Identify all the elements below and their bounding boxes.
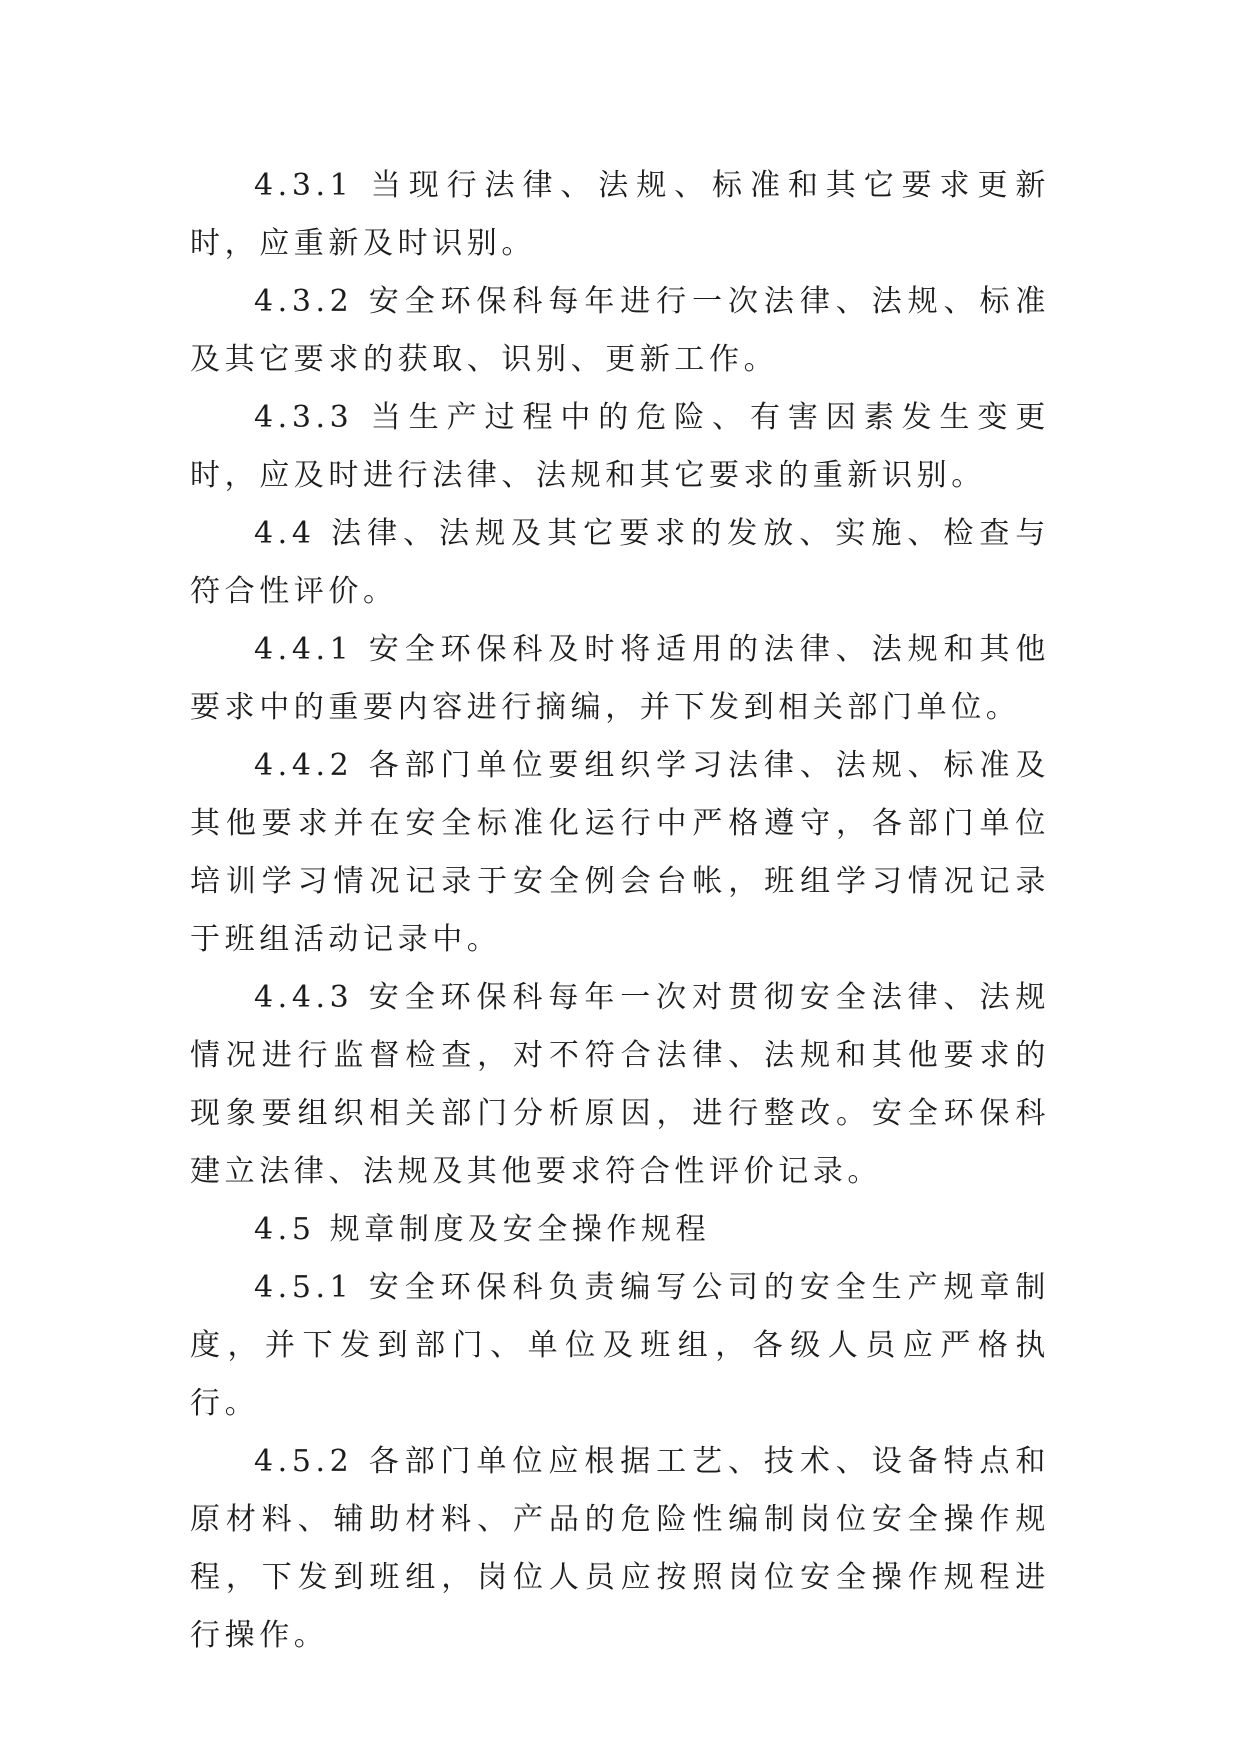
paragraph-4-3-3: 4.3.3 当生产过程中的危险、有害因素发生变更时，应及时进行法律、法规和其它要求的重新识别。 bbox=[190, 400, 1050, 493]
paragraph-4-3-2: 4.3.2 安全环保科每年进行一次法律、法规、标准及其它要求的获取、识别、更新工作。 bbox=[190, 284, 1050, 377]
paragraph-4-4-1: 4.4.1 安全环保科及时将适用的法律、法规和其他要求中的重要内容进行摘编，并下发到相关部门单位。 bbox=[190, 632, 1050, 725]
paragraph-4-5-1: 4.5.1 安全环保科负责编写公司的安全生产规章制度，并下发到部门、单位及班组，各级人员应严格执行。 bbox=[190, 1270, 1050, 1421]
paragraph-4-5-2: 4.5.2 各部门单位应根据工艺、技术、设备特点和原材料、辅助材料、产品的危险性编制岗位安全操作规程，下发到班组，岗位人员应按照岗位安全操作规程进行操作。 bbox=[190, 1444, 1050, 1653]
paragraph-4-4-2: 4.4.2 各部门单位要组织学习法律、法规、标准及其他要求并在安全标准化运行中严格遵守，各部门单位培训学习情况记录于安全例会台帐，班组学习情况记录于班组活动记录中。 bbox=[190, 748, 1050, 957]
paragraph-4-3-1: 4.3.1 当现行法律、法规、标准和其它要求更新时，应重新及时识别。 bbox=[190, 168, 1050, 261]
section-heading-4-4: 4.4 法律、法规及其它要求的发放、实施、检查与符合性评价。 bbox=[190, 516, 1050, 609]
document-body bbox=[190, 157, 1050, 1665]
section-heading-4-5: 4.5 规章制度及安全操作规程 bbox=[254, 1212, 711, 1247]
paragraph-4-4-3: 4.4.3 安全环保科每年一次对贯彻安全法律、法规情况进行监督检查，对不符合法律、法规和其他要求的现象要组织相关部门分析原因，进行整改。安全环保科建立法律、法规及其他要求符合性评价记录。 bbox=[190, 980, 1050, 1189]
